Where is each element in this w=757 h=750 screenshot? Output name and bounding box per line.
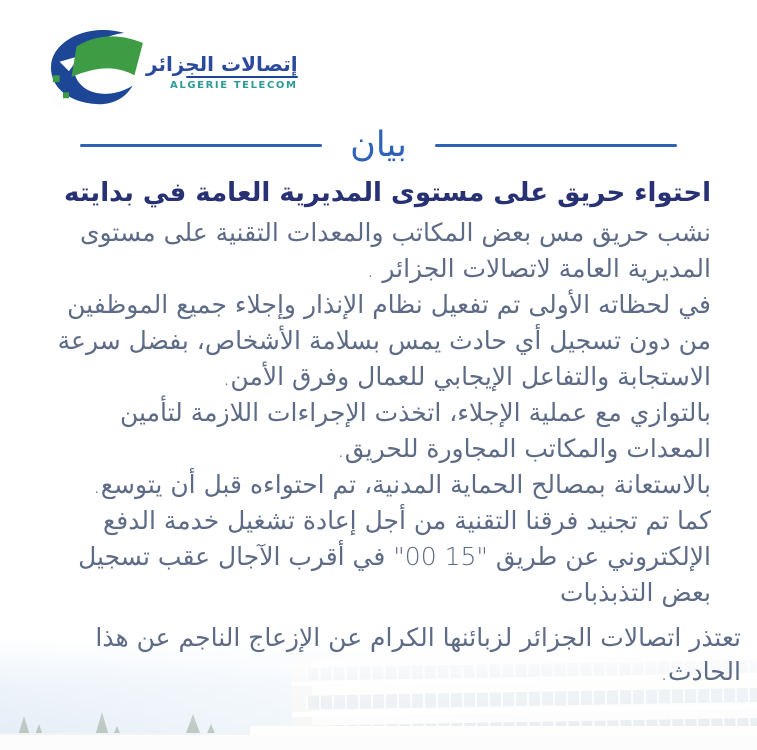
- statement-body: [0, 215, 757, 611]
- statement-paragraph: نشب حريق مس بعض المكاتب والمعدات التقنية على مستوى المديرية العامة لاتصالات الجزائر .: [79, 218, 711, 283]
- statement-content: [0, 176, 757, 689]
- algerie-telecom-logo-icon: [46, 20, 148, 106]
- statement-title: بيان: [350, 125, 407, 165]
- title-rule-right: [435, 144, 677, 147]
- logo-underline: [186, 76, 298, 78]
- algerie-telecom-logo: [46, 20, 298, 106]
- statement-paragraph: بالتوازي مع عملية الإجلاء، اتخذت الإجراءات اللازمة لتأمين المعدات والمكاتب المجاورة للحريق.: [120, 398, 711, 463]
- statement-paragraph: في لحظاته الأولى تم تفعيل نظام الإنذار وإجلاء جميع الموظفين من دون تسجيل أي حادث يمس بسلامة الأشخاص، بفضل سرعة الاستجابة والتفاعل الإيجابي للعمال وفرق الأمن.: [57, 290, 711, 391]
- statement-paragraph: بالاستعانة بمصالح الحماية المدنية، تم احتواءه قبل أن يتوسع.: [92, 470, 711, 499]
- statement-paragraph: كما تم تجنيد فرقنا التقنية من أجل إعادة تشغيل خدمة الدفع الإلكتروني عن طريق "15 00" في أقرب الآجال عقب تسجيل بعض التذبذبات: [78, 506, 711, 607]
- logo-arabic-wordmark: إتصالات الجزائر: [146, 52, 298, 76]
- title-rule-left: [80, 144, 322, 147]
- statement-title-row: [0, 122, 757, 168]
- apology-line: تعتذر اتصالات الجزائر لزبائنها الكرام عن الإزعاج الناجم عن هذا الحادث.: [95, 623, 741, 686]
- logo-text: [146, 53, 298, 91]
- logo-latin-wordmark: ALGERIE TELECOM: [170, 80, 298, 91]
- statement-headline: احتواء حريق على مستوى المديرية العامة في بدايته: [64, 178, 711, 208]
